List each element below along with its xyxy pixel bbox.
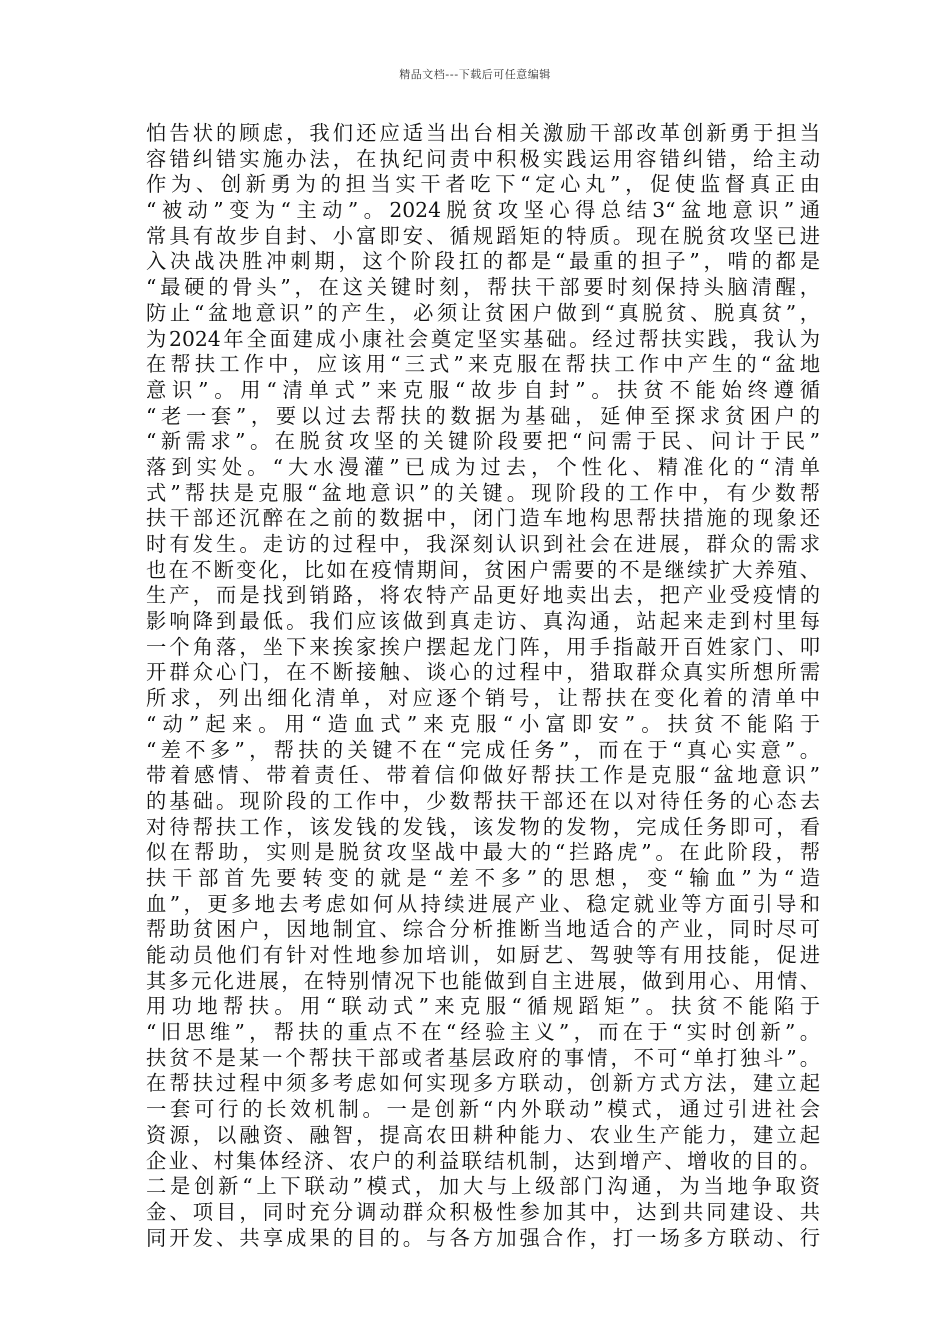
text-line: 扶干部还沉醉在之前的数据中，闭门造车地构思帮扶措施的现象还 — [146, 506, 820, 531]
text-line: 金、项目，同时充分调动群众积极性参加其中，达到共同建设、共 — [146, 1199, 820, 1224]
text-line: 式”帮扶是克服“盆地意识”的关键。现阶段的工作中，有少数帮 — [146, 480, 820, 505]
text-line: 其多元化进展，在特别情况下也能做到自主进展，做到用心、用情、 — [146, 968, 820, 993]
text-line: 一套可行的长效机制。一是创新“内外联动”模式，通过引进社会 — [146, 1097, 820, 1122]
text-line: “被动”变为“主动”。2024脱贫攻坚心得总结3“盆地意识”通 — [146, 198, 820, 223]
text-line: 扶干部首先要转变的就是“差不多”的思想，变“输血”为“造 — [146, 865, 820, 890]
text-line: 影响降到最低。我们应该做到真走访、真沟通，站起来走到村里每 — [146, 609, 820, 634]
text-line: 资源，以融资、融智，提高农田耕种能力、农业生产能力，建立起 — [146, 1122, 820, 1147]
text-line: 用功地帮扶。用“联动式”来克服“循规蹈矩”。扶贫不能陷于 — [146, 994, 820, 1019]
text-line: 容错纠错实施办法，在执纪问责中积极实践运用容错纠错，给主动 — [146, 146, 820, 171]
text-line: “老一套”，要以过去帮扶的数据为基础，延伸至探求贫困户的 — [146, 403, 820, 428]
text-line: 时有发生。走访的过程中，我深刻认识到社会在进展，群众的需求 — [146, 532, 820, 556]
text-line: 扶贫不是某一个帮扶干部或者基层政府的事情，不可“单打独斗”。 — [146, 1045, 820, 1070]
text-line: “旧思维”，帮扶的重点不在“经验主义”，而在于“实时创新”。 — [146, 1020, 820, 1045]
text-line: 入决战决胜冲刺期，这个阶段扛的都是“最重的担子”，啃的都是 — [146, 249, 820, 274]
text-line: 所求，列出细化清单，对应逐个销号，让帮扶在变化着的清单中 — [146, 686, 820, 711]
text-line: 同开发、共享成果的目的。与各方加强合作，打一场多方联动、行 — [146, 1225, 820, 1250]
text-line: 在帮扶过程中须多考虑如何实现多方联动，创新方式方法，建立起 — [146, 1071, 820, 1096]
text-line: 的基础。现阶段的工作中，少数帮扶干部还在以对待任务的心态去 — [146, 788, 820, 813]
text-line: 开群众心门，在不断接触、谈心的过程中，猎取群众真实所想所需 — [146, 660, 820, 685]
document-body — [146, 121, 820, 1251]
text-line: 二是创新“上下联动”模式，加大与上级部门沟通，为当地争取资 — [146, 1174, 820, 1199]
text-line: 防止“盆地意识”的产生，必须让贫困户做到“真脱贫、脱真贫”， — [146, 300, 820, 325]
text-line: “最硬的骨头”，在这关键时刻，帮扶干部要时刻保持头脑清醒， — [146, 275, 820, 300]
text-line: 能动员他们有针对性地参加培训，如厨艺、驾驶等有用技能，促进 — [146, 943, 820, 967]
text-line: 怕告状的顾虑，我们还应适当出台相关激励干部改革创新勇于担当 — [146, 121, 820, 145]
text-line: 作为、创新勇为的担当实干者吃下“定心丸”，促使监督真正由 — [146, 172, 820, 197]
text-line: 对待帮扶工作，该发钱的发钱，该发物的发物，完成任务即可，看 — [146, 814, 820, 839]
text-line: “动”起来。用“造血式”来克服“小富即安”。扶贫不能陷于 — [146, 711, 820, 736]
text-line: 血”，更多地去考虑如何从持续进展产业、稳定就业等方面引导和 — [146, 891, 820, 916]
text-line: 一个角落，坐下来挨家挨户摆起龙门阵，用手指敲开百姓家门、叩 — [146, 634, 820, 659]
page-header: 精品文档---下载后可任意编辑 — [399, 68, 551, 81]
text-line: 生产，而是找到销路，将农特产品更好地卖出去，把产业受疫情的 — [146, 583, 820, 608]
text-line: 帮助贫困户，因地制宜、综合分析推断当地适合的产业，同时尽可 — [146, 917, 820, 942]
text-line: 在帮扶工作中，应该用“三式”来克服在帮扶工作中产生的“盆地 — [146, 352, 820, 377]
text-line: 常具有故步自封、小富即安、循规蹈矩的特质。现在脱贫攻坚已进 — [146, 223, 820, 248]
text-line: 意识”。用“清单式”来克服“故步自封”。扶贫不能始终遵循 — [146, 377, 820, 402]
text-line: 为2024年全面建成小康社会奠定坚实基础。经过帮扶实践，我认为 — [146, 326, 820, 351]
text-line: “新需求”。在脱贫攻坚的关键阶段要把“问需于民、问计于民” — [146, 429, 820, 454]
text-line: 也在不断变化，比如在疫情期间，贫困户需要的不是继续扩大养殖、 — [146, 557, 820, 582]
text-line: 落到实处。“大水漫灌”已成为过去，个性化、精准化的“清单 — [146, 454, 820, 479]
text-line: “差不多”，帮扶的关键不在“完成任务”，而在于“真心实意”。 — [146, 737, 820, 762]
text-line: 带着感情、带着责任、带着信仰做好帮扶工作是克服“盆地意识” — [146, 763, 820, 788]
text-line: 似在帮助，实则是脱贫攻坚战中最大的“拦路虎”。在此阶段，帮 — [146, 840, 820, 865]
text-line: 企业、村集体经济、农户的利益联结机制，达到增产、增收的目的。 — [146, 1148, 820, 1173]
